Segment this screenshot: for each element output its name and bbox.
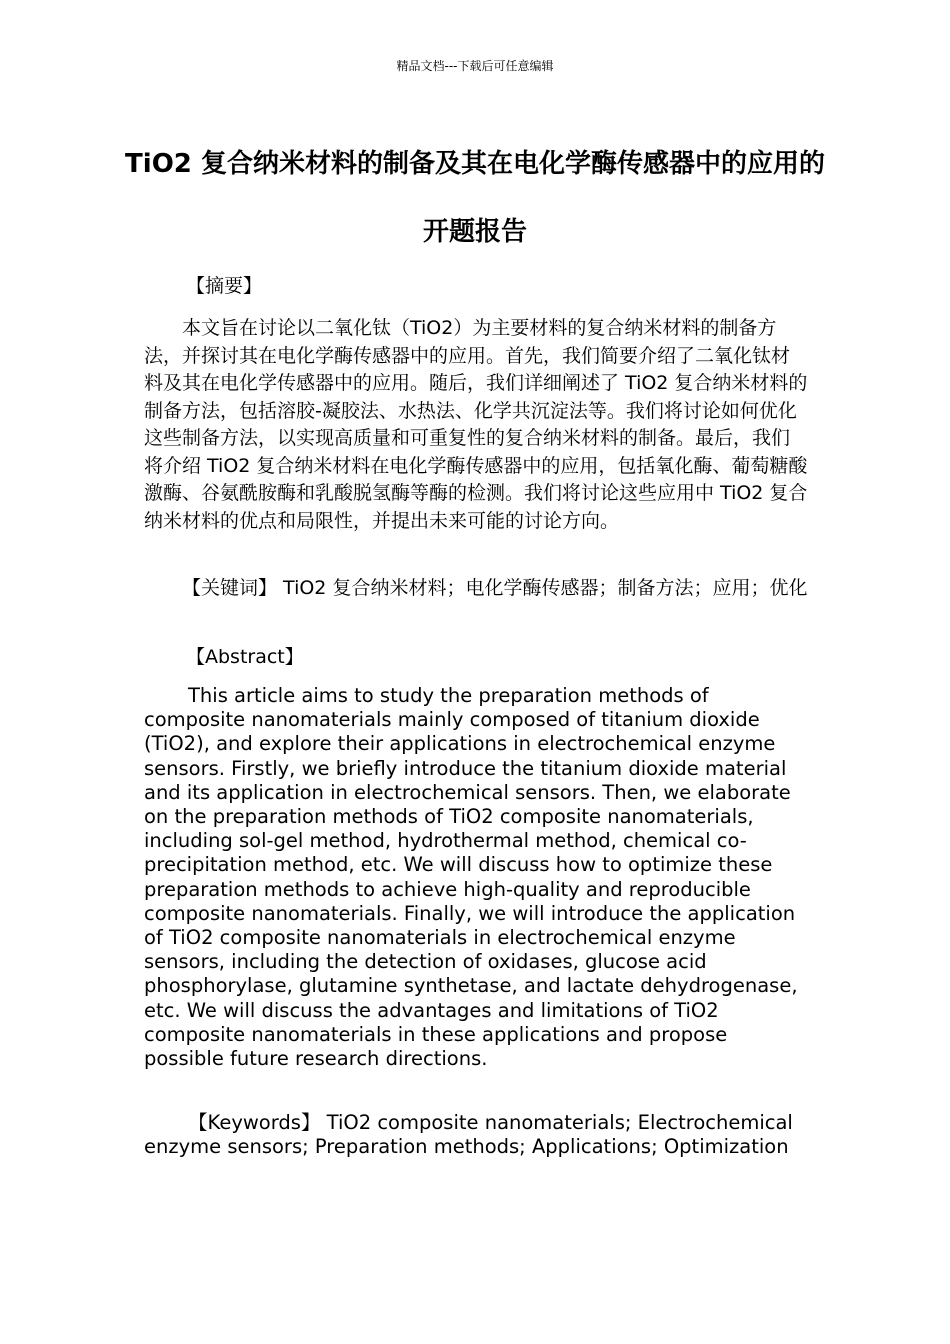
- zh-keywords: [144, 575, 808, 603]
- header-note: 精品文档---下载后可任意编辑: [396, 59, 554, 73]
- en-abstract-body: This article aims to study the preparation methods of composite nanomaterials mainly composed of titanium dioxide (TiO2), and explore their applications in electrochemical enzyme sensors. Firstly, we briefly introduce the titanium dioxide material and its application in electrochemical sensors. Then, we elaborate on the preparation methods of TiO2 composite nanomaterials, including sol-gel method, hydrothermal method, chemical co-precipitation method, etc. We will discuss how to optimize these preparation methods to achieve high-quality and reproducible composite nanomaterials. Finally, we will introduce the application of TiO2 composite nanomaterials in electrochemical enzyme sensors, including the detection of oxidases, glucose acid phosphorylase, glutamine synthetase, and lactate dehydrogenase, etc. We will discuss the advantages and limitations of TiO2 composite nanomaterials in these applications and propose possible future research directions.: [144, 684, 798, 1071]
- zh-keywords-block: [144, 575, 808, 603]
- en-abstract-body-block: [144, 684, 808, 1071]
- zh-abstract-body: 本文旨在讨论以二氧化钛（TiO2）为主要材料的复合纳米材料的制备方法，并探讨其在电化学酶传感器中的应用。首先，我们简要介绍了二氧化钛材料及其在电化学传感器中的应用。随后，我们详细阐述了 TiO2 复合纳米材料的制备方法，包括溶胶-凝胶法、水热法、化学共沉淀法等。我们将讨论如何优化这些制备方法，以实现高质量和可重复性的复合纳米材料的制备。最后，我们将介绍 TiO2 复合纳米材料在电化学酶传感器中的应用，包括氧化酶、葡萄糖酸激酶、谷氨酰胺酶和乳酸脱氢酶等酶的检测。我们将讨论这些应用中 TiO2 复合纳米材料的优点和局限性，并提出未来可能的讨论方向。: [144, 317, 808, 532]
- en-keywords: [144, 1111, 808, 1159]
- en-keywords-block: [144, 1111, 808, 1159]
- en-keywords-label: 【Keywords】: [188, 1111, 321, 1134]
- zh-abstract-heading: 【摘要】: [186, 275, 263, 297]
- en-abstract-heading: 【Abstract】: [186, 646, 304, 668]
- zh-keywords-label: 【关键词】: [182, 577, 278, 599]
- document-title: TiO2 复合纳米材料的制备及其在电化学酶传感器中的应用的开题报告: [125, 149, 825, 247]
- zh-keywords-text: TiO2 复合纳米材料；电化学酶传感器；制备方法；应用；优化: [277, 577, 808, 599]
- en-keywords-text: TiO2 composite nanomaterials; Electrochemical enzyme sensors; Preparation methods; Applications; Optimization: [144, 1111, 793, 1159]
- zh-abstract-body-block: [144, 315, 808, 535]
